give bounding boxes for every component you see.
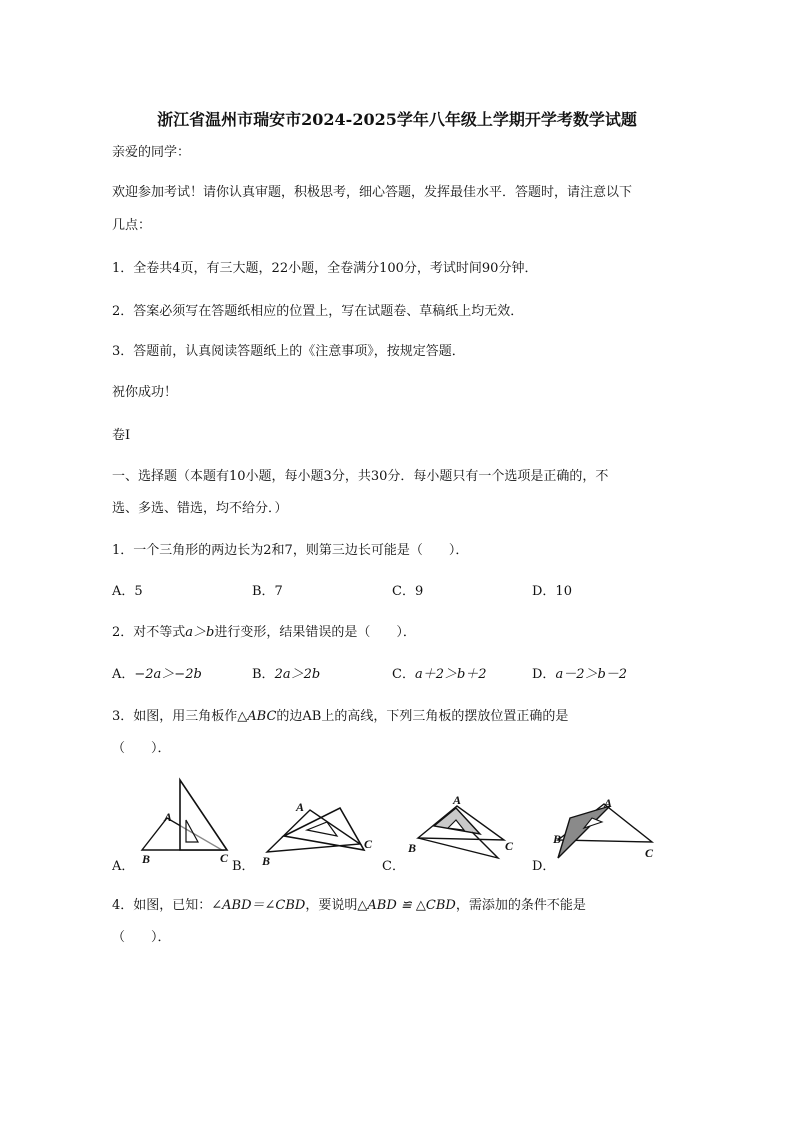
figure-b-set-square (284, 808, 364, 850)
figure-c-label-a: A (453, 793, 462, 807)
figure-d-label-a: A (604, 796, 613, 810)
q2-option-d-letter: D． (532, 667, 556, 682)
page-title: 浙江省温州市瑞安市2024-2025学年八年级上学期开学考数学试题 (157, 110, 637, 129)
q2-option-b-expr: 2a＞2b (274, 667, 321, 682)
q1-option-b: B．7 (252, 584, 283, 599)
figure-a-label-a: A (164, 810, 173, 824)
section-heading-line-2: 选、多选、错选，均不给分．） (112, 501, 288, 516)
intro-line-2: 几点： (112, 218, 152, 233)
q4-stem-post: ，需添加的条件不能是 (455, 898, 586, 913)
q2-stem (112, 626, 416, 639)
q1-stem: 1．一个三角形的两边长为2和7，则第三边长可能是（ ）． (112, 543, 469, 558)
q4-stem-math-2: △ABD ≌ △CBD (357, 898, 456, 913)
figure-d-label-b: B (553, 832, 562, 846)
figure-d-option-letter: D． (532, 859, 556, 874)
figure-a-set-square (180, 780, 227, 850)
q4-stem-line-2: （ ）． (112, 930, 171, 945)
q2-option-b-letter: B． (252, 667, 275, 682)
greeting: 亲爱的同学： (112, 145, 191, 160)
q4-stem-pre: 4．如图，已知： (112, 898, 212, 913)
q2-stem-math: a＞b (185, 625, 215, 640)
q1-option-a: A．5 (112, 584, 143, 599)
figure-b-label-a: A (296, 800, 305, 814)
q4-stem-mid: ，要说明 (305, 898, 358, 913)
q3-stem-line-2: （ ）． (112, 741, 171, 756)
q4-stem (112, 899, 586, 912)
q3-stem-post: 的边AB上的高线，下列三角板的摆放位置正确的是 (276, 709, 569, 724)
q2-option-d (532, 668, 627, 681)
q3-figures (112, 770, 692, 880)
q1-option-d: D．10 (532, 584, 572, 599)
figure-a-option-letter: A． (112, 859, 135, 874)
figure-c-label-c: C (505, 839, 514, 853)
note-1: 1．全卷共4页，有三大题，22小题，全卷满分100分，考试时间90分钟． (112, 261, 538, 276)
figure-a (112, 780, 229, 874)
q3-figures-svg (112, 770, 692, 880)
q2-option-c (392, 668, 487, 681)
figure-c-option-letter: C． (382, 859, 405, 874)
volume-label: 卷Ⅰ (112, 428, 131, 443)
q1-option-c: C．9 (392, 584, 424, 599)
q3-stem (112, 710, 568, 723)
figure-b-option-letter: B． (232, 859, 255, 874)
q2-stem-post: 进行变形，结果错误的是（ ）． (214, 625, 416, 640)
figure-d-set-square (558, 806, 610, 858)
figure-a-label-c: C (220, 851, 229, 865)
q2-stem-pre: 2．对不等式 (112, 625, 186, 640)
q4-stem-math-1: ∠ABD＝∠CBD (211, 898, 306, 913)
figure-d (532, 796, 654, 874)
figure-b-label-b: B (262, 854, 271, 868)
figure-c-label-b: B (408, 841, 417, 855)
note-3: 3．答题前，认真阅读答题纸上的《注意事项》，按规定答题． (112, 344, 465, 359)
q2-option-b (252, 668, 320, 681)
wish: 祝你成功！ (112, 385, 178, 400)
figure-c-extension (418, 832, 498, 858)
q2-option-a (112, 668, 202, 681)
q3-stem-pre: 3．如图，用三角板作 (112, 709, 238, 724)
figure-a-label-b: B (142, 852, 151, 866)
figure-b-label-c: C (364, 837, 373, 851)
section-heading-line-1: 一、选择题（本题有10小题，每小题3分，共30分．每小题只有一个选项是正确的，不 (112, 469, 609, 484)
figure-c (382, 793, 514, 874)
q2-option-a-letter: A． (112, 667, 135, 682)
q2-option-a-expr: −2a＞−2b (134, 667, 202, 682)
q3-stem-math: △ABC (237, 709, 277, 724)
q2-option-c-letter: C． (392, 667, 415, 682)
intro-line-1: 欢迎参加考试！请你认真审题，积极思考，细心答题，发挥最佳水平．答题时，请注意以下 (112, 185, 633, 200)
figure-b-set-square-hole (307, 822, 337, 836)
figure-d-label-c: C (645, 846, 654, 860)
q2-option-d-expr: a－2＞b－2 (555, 667, 628, 682)
figure-b (232, 800, 373, 874)
note-2: 2．答案必须写在答题纸相应的位置上，写在试题卷、草稿纸上均无效． (112, 304, 524, 319)
q2-option-c-expr: a＋2＞b＋2 (414, 667, 487, 682)
